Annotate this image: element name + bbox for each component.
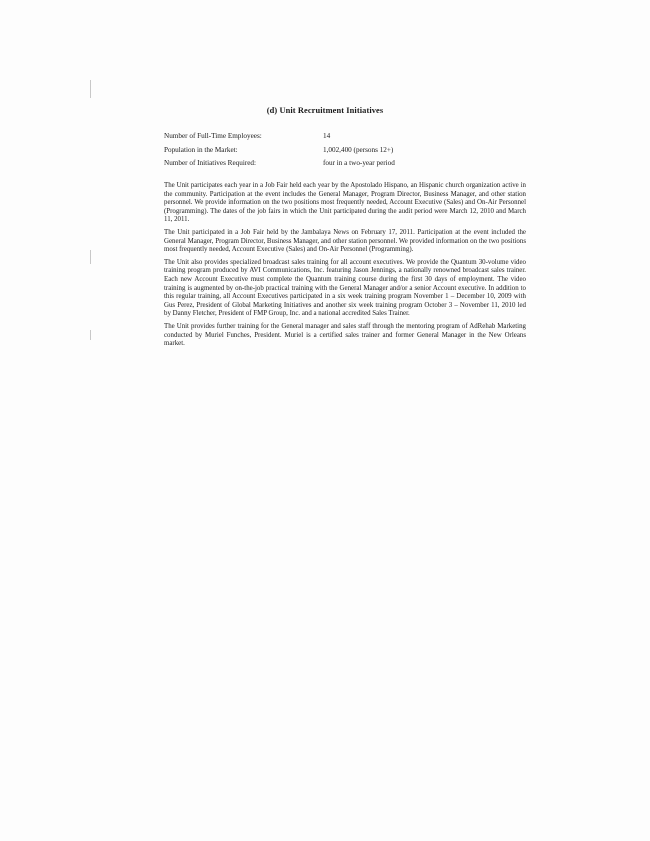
stat-row [164,130,504,144]
paragraph-sales-training: The Unit also provides specialized broadcast sales training for all account executives. We provide the Quantum 30-volume video training program produced by AVI Communications, Inc. featuring Jason Jennings, a nationally renowned broadcast sales trainer. Each new Account Executive must complete the Quantum training course during the first 30 days of employment. The video training is augmented by on-the-job practical training with the General Manager and/or a senior Account executive. In addition to this regular training, all Account Executives participated in a six week training program November 1 – December 10, 2009 with Gus Perez, President of Global Marketing Initiatives and another six week training program October 3 – November 11, 2010 led by Danny Fletcher, President of FMP Group, Inc. and a national accredited Sales Trainer. [164,258,526,318]
scan-mark [90,80,91,98]
stat-row [164,144,504,158]
stat-value: 1,002,400 (persons 12+) [323,145,394,154]
scan-mark [90,250,91,264]
stats-table [164,130,504,171]
body-text [164,182,526,353]
scan-mark [90,330,91,340]
paragraph-job-fair-apostolado: The Unit participates each year in a Job Fair held each year by the Apostolado Hispano, an Hispanic church organization active in the community. Participation at the event includes the General Manager, Program Director, Business Manager, and other station personnel. We provide information on the two positions most frequently needed, Account Executive (Sales) and On-Air Personnel (Programming). The dates of the job fairs in which the Unit participated during the audit period were March 12, 2010 and March 11, 2011. [164,182,526,224]
stat-value: 14 [323,132,331,140]
stat-row [164,157,504,171]
stat-value: four in a two-year period [323,159,395,167]
stat-label: Number of Initiatives Required: [164,159,257,167]
paragraph-mentoring-program: The Unit provides further training for the General manager and sales staff through the mentoring program of AdRehab Marketing conducted by Muriel Funches, President. Muriel is a certified sales trainer and former General Manager in the New Orleans market. [164,322,526,348]
stat-label: Population in the Market: [164,145,238,154]
section-title: (d) Unit Recruitment Initiatives [266,106,384,115]
stat-label: Number of Full-Time Employees: [164,132,262,140]
paragraph-job-fair-jambalaya: The Unit participated in a Job Fair held by the Jambalaya News on February 17, 2011. Participation at the event included the General Manager, Program Director, Business Manager, and other station personnel. We provided information on the two positions most frequently needed, Account Executive (Sales) and On-Air Personnel (Programming). [164,228,526,254]
